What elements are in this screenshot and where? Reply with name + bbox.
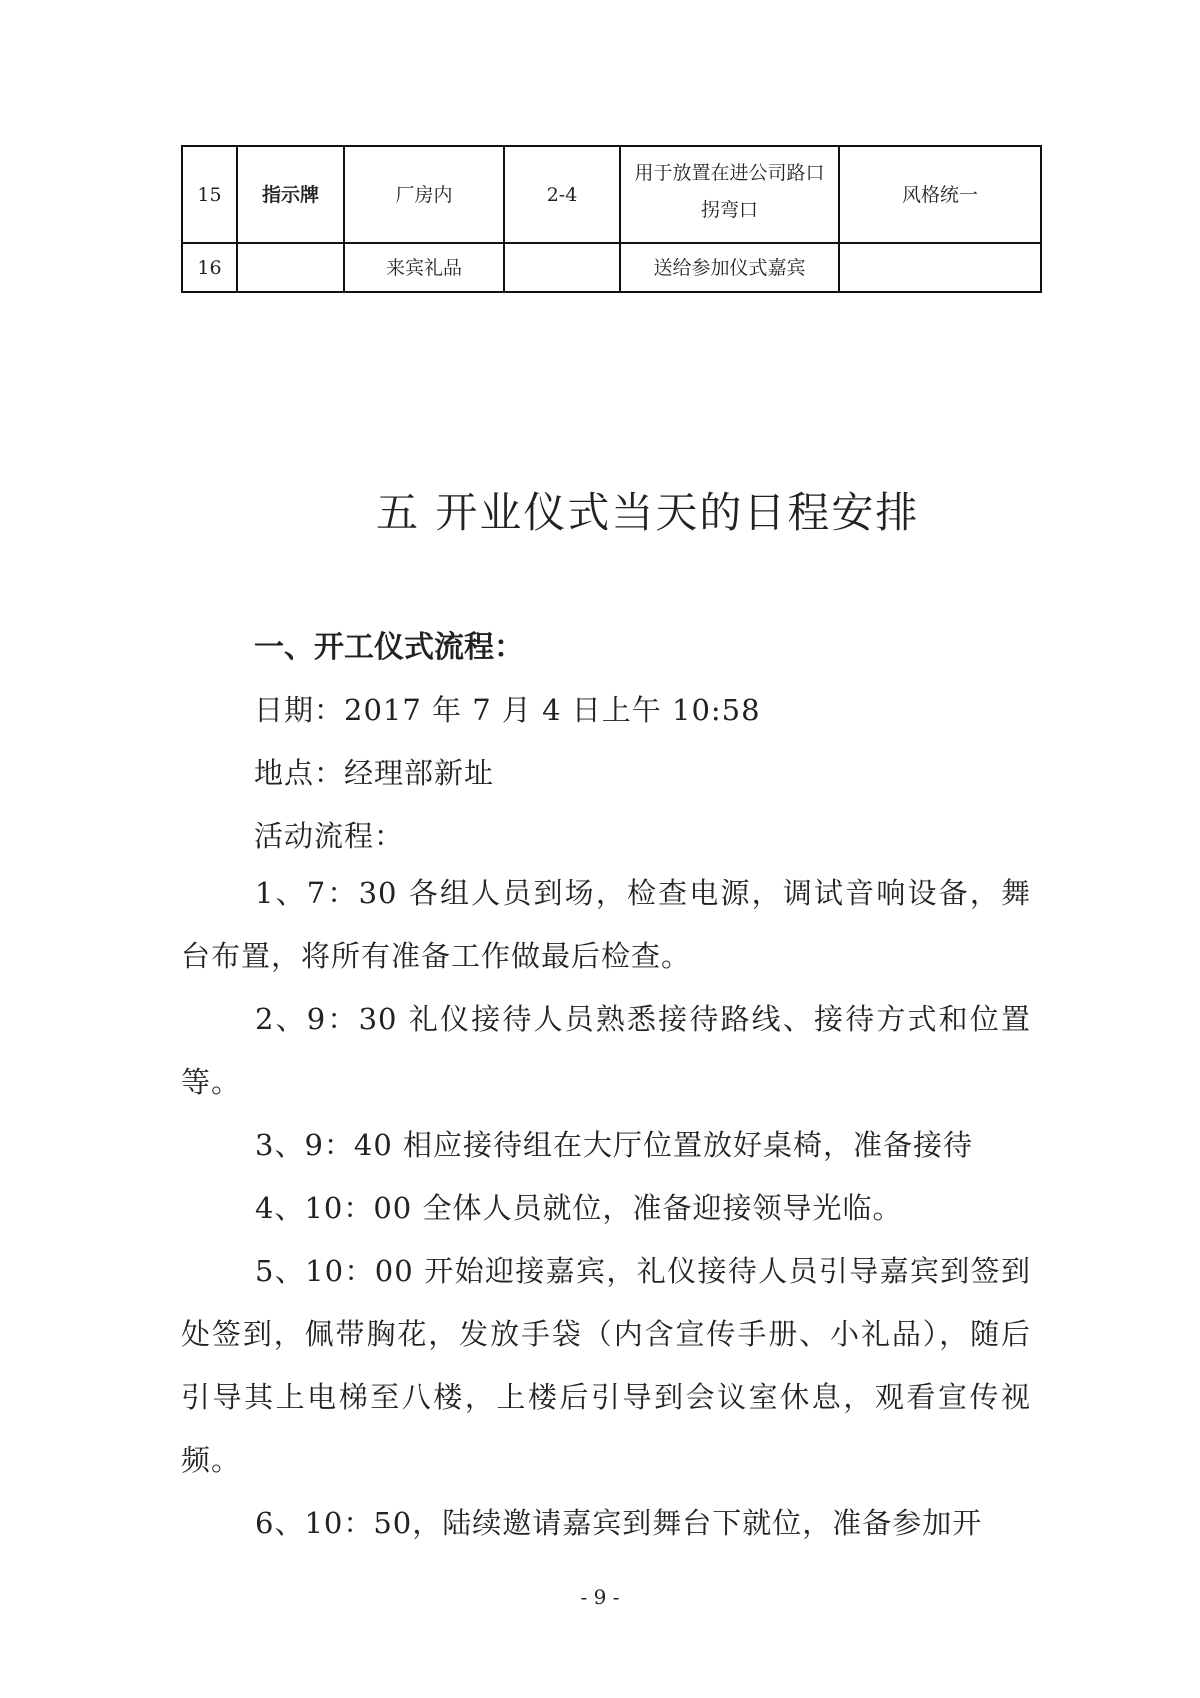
page-number: - 9 - bbox=[580, 1585, 620, 1609]
cell-use-line1: 送给参加仪式嘉宾 bbox=[653, 256, 806, 279]
step-5: 5、10：00 开始迎接嘉宾，礼仪接待人员引导嘉宾到签到处签到，佩带胸花，发放手袋（内含宣传手册、小礼品），随后引导其上电梯至八楼，上楼后引导到会议室休息，观看宣传视频。 bbox=[181, 1254, 1031, 1477]
step-1: 1、7：30 各组人员到场，检查电源，调试音响设备，舞台布置，将所有准备工作做最后检查。 bbox=[181, 876, 1031, 973]
step-6: 6、10：50，陆续邀请嘉宾到舞台下就位，准备参加开 bbox=[255, 1506, 983, 1540]
cell-use bbox=[620, 243, 839, 292]
flow-label: 活动流程： bbox=[254, 819, 405, 853]
cell-place: 厂房内 bbox=[344, 146, 504, 243]
cell-use bbox=[620, 146, 839, 243]
cell-note: 风格统一 bbox=[839, 146, 1041, 243]
cell-use-line2: 拐弯口 bbox=[700, 198, 758, 221]
cell-name: 指示牌 bbox=[237, 146, 344, 243]
supplies-table bbox=[181, 145, 1042, 293]
cell-qty: 2-4 bbox=[504, 146, 620, 243]
section-title: 五 开业仪式当天的日程安排 bbox=[376, 488, 920, 537]
cell-no: 16 bbox=[182, 243, 237, 292]
step-2: 2、9：30 礼仪接待人员熟悉接待路线、接待方式和位置等。 bbox=[181, 1002, 1031, 1099]
date-line: 日期：2017 年 7 月 4 日上午 10:58 bbox=[254, 693, 761, 727]
cell-note bbox=[839, 243, 1041, 292]
table-row bbox=[182, 146, 1041, 243]
cell-use-line1: 用于放置在进公司路口 bbox=[634, 161, 825, 184]
subsection-title: 一、开工仪式流程： bbox=[254, 630, 524, 665]
step-3: 3、9：40 相应接待组在大厅位置放好桌椅，准备接待 bbox=[255, 1128, 974, 1162]
cell-qty bbox=[504, 243, 620, 292]
place-line: 地点：经理部新址 bbox=[254, 756, 495, 790]
cell-place: 来宾礼品 bbox=[344, 243, 504, 292]
cell-no: 15 bbox=[182, 146, 237, 243]
cell-name bbox=[237, 243, 344, 292]
step-4: 4、10：00 全体人员就位，准备迎接领导光临。 bbox=[255, 1191, 903, 1225]
table-row bbox=[182, 243, 1041, 292]
